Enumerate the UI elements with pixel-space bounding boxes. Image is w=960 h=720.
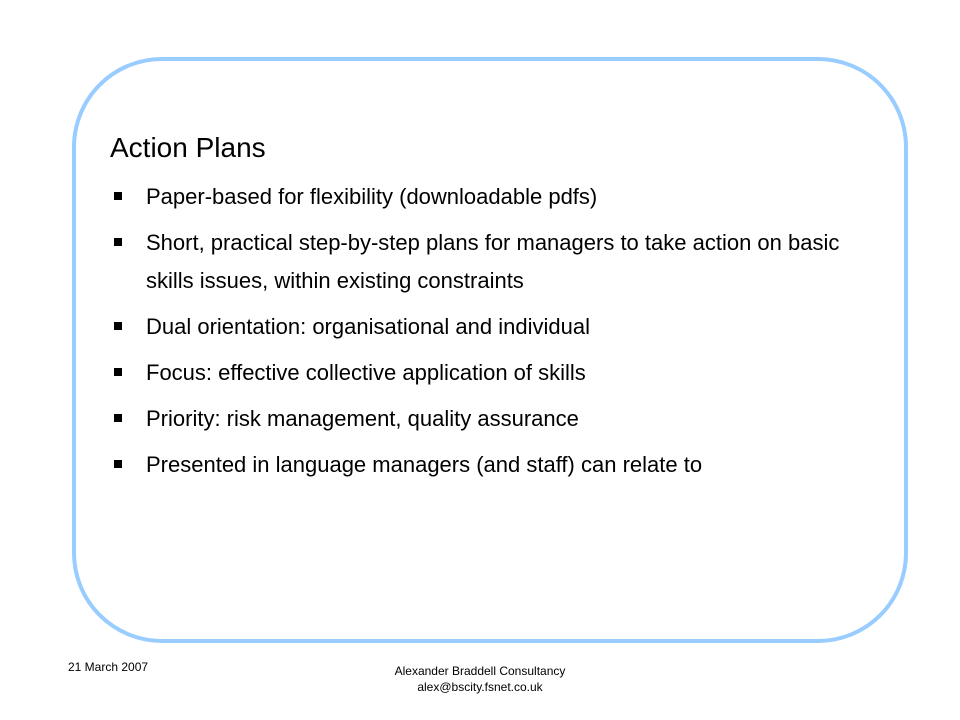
footer-credit	[300, 663, 660, 695]
footer-company: Alexander Braddell Consultancy	[394, 664, 566, 678]
bullet-item	[110, 178, 870, 216]
bullet-text: Dual orientation: organisational and individual	[146, 314, 590, 339]
bullet-item	[110, 354, 870, 392]
square-bullet-icon	[114, 414, 122, 422]
bullet-text: Short, practical step-by-step plans for managers to take action on basic skills issues, within existing constraints	[146, 230, 840, 293]
bullet-text: Paper-based for flexibility (downloadable pdfs)	[146, 184, 598, 209]
square-bullet-icon	[114, 322, 122, 330]
bullet-item	[110, 446, 870, 484]
square-bullet-icon	[114, 460, 122, 468]
bullet-item	[110, 308, 870, 346]
bullet-item	[110, 224, 870, 300]
slide-title: Action Plans	[110, 132, 266, 163]
bullet-item	[110, 400, 870, 438]
bullet-text: Priority: risk management, quality assurance	[146, 406, 579, 431]
footer-email: alex@bscity.fsnet.co.uk	[417, 680, 543, 694]
footer-date: 21 March 2007	[68, 660, 149, 674]
bullet-text: Presented in language managers (and staff) can relate to	[146, 452, 703, 477]
square-bullet-icon	[114, 368, 122, 376]
bullet-text: Focus: effective collective application of skills	[146, 360, 586, 385]
slide-content	[110, 130, 870, 492]
square-bullet-icon	[114, 238, 122, 246]
square-bullet-icon	[114, 192, 122, 200]
bullet-list	[110, 178, 870, 484]
